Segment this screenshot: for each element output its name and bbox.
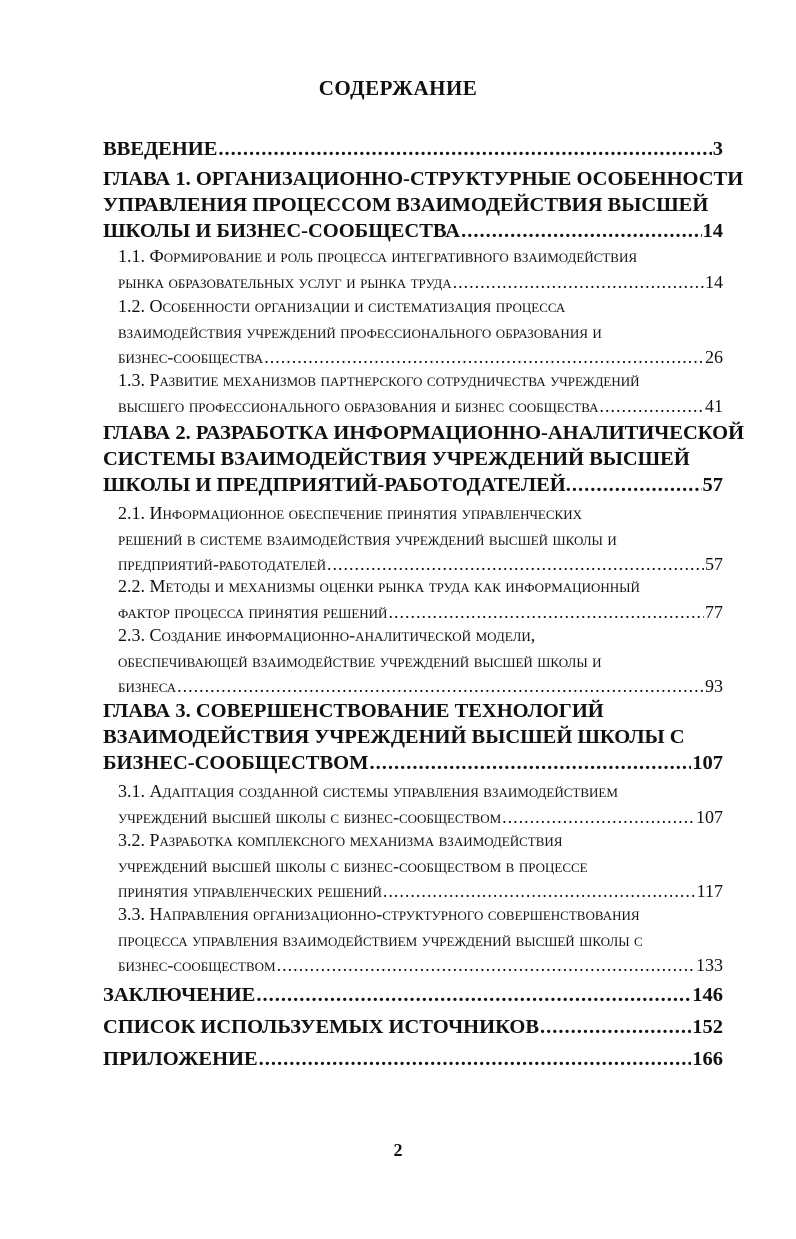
toc-page-number: 107: [692, 752, 723, 774]
toc-entry-text: ГЛАВА 2. РАЗРАБОТКА ИНФОРМАЦИОННО-АНАЛИТИЧЕСКОЙ: [103, 422, 745, 444]
toc-entry-text: рынка образовательных услуг и рынка труда: [118, 271, 452, 292]
toc-entry-text: бизнес-сообщества: [118, 347, 264, 367]
toc-entry-section-2-1[interactable]: [118, 501, 723, 578]
toc-entry-intro[interactable]: [103, 136, 723, 162]
toc-entry-text: бизнес-сообществом: [118, 955, 276, 975]
toc-entry-text: принятия управленческих решений: [118, 881, 382, 901]
toc-entry-text: ГЛАВА 1. ОРГАНИЗАЦИОННО-СТРУКТУРНЫЕ ОСОБЕННОСТИ: [103, 168, 744, 190]
dot-leader: [572, 472, 702, 498]
toc-entry-section-2-2[interactable]: [118, 574, 723, 625]
toc-page-number: 26: [705, 347, 723, 367]
toc-entry-text: решений в системе взаимодействия учреждений высшей школы и: [118, 528, 617, 549]
toc-entry-text: ПРИЛОЖЕНИЕ: [103, 1048, 258, 1070]
toc-entry-text: 2.1. Информационное обеспечение принятия управленческих: [118, 503, 582, 523]
dot-leader: [264, 345, 704, 371]
toc-entry-section-3-2[interactable]: [118, 828, 723, 905]
toc-page-number: 3: [712, 138, 723, 160]
toc-entry-section-1-3[interactable]: [118, 368, 723, 419]
toc-page-number: 166: [692, 1048, 723, 1070]
toc-entry-text: взаимодействия учреждений профессионального образования и: [118, 321, 602, 342]
toc-entry-section-3-1[interactable]: [118, 779, 723, 830]
toc-entry-text: обеспечивающей взаимодействие учреждений высшей школы и: [118, 650, 602, 671]
dot-leader: [177, 674, 704, 700]
toc-entry-text: фактор процесса принятия решений: [118, 601, 388, 622]
toc-entry-text: 1.1. Формирование и роль процесса интегративного взаимодействия: [118, 246, 638, 266]
toc-entry-conclusion[interactable]: [103, 982, 723, 1008]
dot-leader: [600, 394, 704, 420]
toc-page-number: 14: [702, 220, 723, 242]
dot-leader: [277, 953, 695, 979]
toc-page-number: 14: [705, 271, 723, 292]
toc-entry-text: учреждений высшей школы с бизнес-сообществом в процессе: [118, 855, 588, 876]
toc-page-number: 93: [705, 676, 723, 696]
toc-entry-appendix[interactable]: [103, 1046, 723, 1072]
dot-leader: [388, 600, 704, 626]
dot-leader: [259, 1046, 692, 1072]
toc-page-number: 41: [705, 395, 723, 416]
dot-leader: [383, 879, 696, 905]
toc-entry-text: БИЗНЕС-СООБЩЕСТВОМ: [103, 752, 369, 774]
toc-entry-text: СПИСОК ИСПОЛЬЗУЕМЫХ ИСТОЧНИКОВ: [103, 1016, 540, 1038]
toc-entry-sources[interactable]: [103, 1014, 723, 1040]
toc-entry-text: 2.3. Создание информационно-аналитической модели,: [118, 625, 536, 645]
dot-leader: [461, 218, 701, 244]
toc-entry-section-1-1[interactable]: [118, 244, 723, 295]
toc-page-number: 57: [705, 554, 723, 574]
dot-leader: [540, 1014, 691, 1040]
toc-entry-text: 2.2. Методы и механизмы оценки рынка труда как информационный: [118, 576, 640, 596]
toc-page-number: 107: [696, 806, 723, 827]
toc-entry-chapter-1[interactable]: [103, 166, 744, 244]
page-title: СОДЕРЖАНИЕ: [318, 76, 478, 100]
toc-entry-text: 3.3. Направления организационно-структурного совершенствования: [118, 904, 640, 924]
toc-entry-text: 3.1. Адаптация созданной системы управления взаимодействием: [118, 781, 618, 801]
toc-entry-text: учреждений высшей школы с бизнес-сообществом: [118, 806, 502, 827]
toc-entry-section-1-2[interactable]: [118, 294, 723, 371]
dot-leader: [453, 270, 704, 296]
toc-entry-section-2-3[interactable]: [118, 623, 723, 700]
toc-page-number: 77: [705, 601, 723, 622]
toc-page-number: 152: [692, 1016, 723, 1038]
toc-entry-text: 3.2. Разработка комплексного механизма взаимодействия: [118, 830, 563, 850]
toc-entry-text: предприятий-работодателей: [118, 554, 327, 574]
toc-entry-text: ГЛАВА 3. СОВЕРШЕНСТВОВАНИЕ ТЕХНОЛОГИЙ: [103, 700, 604, 722]
toc-entry-chapter-2[interactable]: [103, 420, 745, 498]
toc-entry-text: ШКОЛЫ И БИЗНЕС-СООБЩЕСТВА: [103, 220, 461, 242]
toc-entry-text: ВВЕДЕНИЕ: [103, 138, 218, 160]
toc-entry-text: 1.2. Особенности организации и систематизация процесса: [118, 296, 566, 316]
toc-entry-text: УПРАВЛЕНИЯ ПРОЦЕССОМ ВЗАИМОДЕЙСТВИЯ ВЫСШЕЙ: [103, 194, 709, 216]
dot-leader: [218, 136, 711, 162]
toc-page-number: 57: [702, 474, 723, 496]
toc-entry-text: ЗАКЛЮЧЕНИЕ: [103, 984, 256, 1006]
dot-leader: [502, 805, 695, 831]
toc-entry-text: СИСТЕМЫ ВЗАИМОДЕЙСТВИЯ УЧРЕЖДЕНИЙ ВЫСШЕЙ: [103, 448, 690, 470]
toc-entry-text: ВЗАИМОДЕЙСТВИЯ УЧРЕЖДЕНИЙ ВЫСШЕЙ ШКОЛЫ С: [103, 726, 685, 748]
toc-page-number: 146: [692, 984, 723, 1006]
toc-entry-text: бизнеса: [118, 676, 177, 696]
toc-entry-chapter-3[interactable]: [103, 698, 723, 776]
dot-leader: [256, 982, 691, 1008]
page-number: 2: [393, 1140, 403, 1160]
dot-leader: [369, 750, 691, 776]
toc-entry-text: высшего профессионального образования и бизнес сообщества: [118, 395, 599, 416]
toc-page-number: 133: [696, 955, 723, 975]
toc-entry-section-3-3[interactable]: [118, 902, 723, 979]
toc-entry-text: 1.3. Развитие механизмов партнерского сотрудничества учреждений: [118, 370, 640, 390]
toc-entry-text: процесса управления взаимодействием учреждений высшей школы с: [118, 929, 643, 950]
toc-entry-text: ШКОЛЫ И ПРЕДПРИЯТИЙ-РАБОТОДАТЕЛЕЙ.: [103, 474, 571, 496]
toc-page-number: 117: [696, 881, 723, 901]
